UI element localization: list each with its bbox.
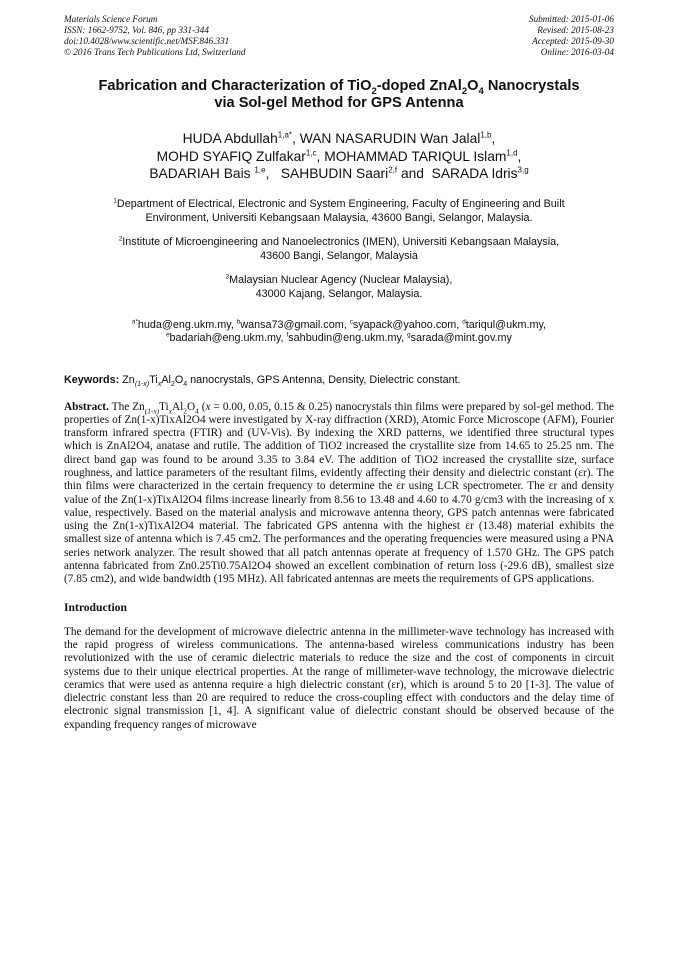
date-submitted: Submitted: 2015-01-06 bbox=[529, 14, 614, 24]
email-link[interactable]: syapack@yahoo.com, bbox=[352, 318, 463, 331]
journal-issn: ISSN: 1662-9752, Vol. 846, pp 331-344 bbox=[64, 25, 209, 35]
abstract-body: nanocrystals thin films were prepared by sol-gel method. The properties of Zn(1-x)TixAl2O4 were investigated by X-ray diffraction (XRD), Atomic Force Microscope (AFM), Fourier transform infrared spectra (FTIR) and (UV-Vis). By indexing the XRD patterns, we identified three structural types which is ZnAl2O4, anatase and rutile. The addition of TiO2 increased the crystallite size from 14.65 to 25.25 nm. The direct band gap was found to be around 3.35 to 3.84 eV. The addition of TiO2 increased the crystallite size, surface roughness, and lattice parameters of the resultant films, evidently affecting their density and dielectric constant (εr). The thin films were characterized in the certain frequency to determine the εr using LCR spectrometer. The εr and density value of the Zn(1-x)TixAl2O4 films increase linearly from 8.56 to 13.48 and 4.60 to 4.70 g/cm3 with the increasing of x value, respectively. Based on the material analysis and microwave antenna theory, GPS patch antennas were fabricated using the Zn(1-x)TixAl2O4 material. The fabricated GPS antenna with the highest εr (13.48) material exhibits the smallest size of antenna which is 7.45 cm2. The performances and the operating frequencies were measured using a PNA series network analyzer. The result showed that all patch antennas operate at frequency of 1.570 GHz. The GPS patch antenna fabricated from Zn0.25Ti0.75Al2O4 showed an excellent combination of return loss (-29.6 dB), smallest size (7.85 cm2), and wide bandwidth (195 MHz). All fabricated antennas are meets the requirements of GPS applications. bbox=[64, 400, 614, 586]
abstract: Abstract. The $Zn_{(1-x)}Ti_xAl_2O_4$ (x = 0.00, 0.05, 0.15 & 0.25) nanocrystals thin films were prepared by sol-gel method. The properties of Zn(1-x)TixAl2O4 were investigated by X-ray diffraction (XRD), Atomic Force Microscope (AFM), Fourier transform infrared spectra (FTIR) and (UV-Vis). By indexing the XRD patterns, we identified three structural types which is ZnAl2O4, anatase and rutile. The addition of TiO2 increased the crystallite size from 14.65 to 25.25 nm. The direct band gap was found to be around 3.35 to 3.84 eV. The addition of TiO2 increased the crystallite size, surface roughness, and lattice parameters of the resultant films, evidently affecting their density and dielectric constant (εr). The thin films were characterized in the certain frequency to determine the εr using LCR spectrometer. The εr and density value of the Zn(1-x)TixAl2O4 films increase linearly from 8.56 to 13.48 and 4.60 to 4.70 g/cm3 with the increasing of x value, respectively. Based on the material analysis and microwave antenna theory, GPS patch antennas were fabricated using the Zn(1-x)TixAl2O4 material. The fabricated GPS antenna with the highest εr (13.48) material exhibits the smallest size of antenna which is 7.45 cm2. The performances and the operating frequencies were measured using a PNA series network analyzer. The result showed that all patch antennas operate at frequency of 1.570 GHz. The GPS patch antenna fabricated from Zn0.25Ti0.75Al2O4 showed an excellent combination of return loss (-29.6 dB), smallest size (7.85 cm2), and wide bandwidth (195 MHz). All fabricated antennas are meets the requirements of GPS applications. bbox=[64, 400, 614, 586]
journal-name: Materials Science Forum bbox=[64, 14, 158, 24]
affiliation-3: $^3$Malaysian Nuclear Agency (Nuclear Malaysia), 43000 Kajang, Selangor, Malaysia. bbox=[225, 272, 453, 300]
affiliation-1: $^1$Department of Electrical, Electronic and System Engineering, Faculty of Engineering and Built Environment, Universiti Kebangsaan Malaysia, 43600 Bangi, Selangor, Malaysia. bbox=[113, 196, 565, 224]
date-online: Online: 2016-03-04 bbox=[540, 47, 614, 57]
email-link[interactable]: sarada@mint.gov.my bbox=[410, 331, 512, 344]
author: WAN NASARUDIN Wan Jalal bbox=[299, 131, 481, 146]
author: MOHAMMAD TARIQUL Islam bbox=[324, 148, 507, 164]
journal-info bbox=[64, 14, 245, 58]
email-link[interactable]: huda@eng.ukm.my, bbox=[137, 318, 237, 331]
affiliation-2: $^2$Institute of Microengineering and Nanoelectronics (IMEN), Universiti Kebangsaan Malaysia, 43600 Bangi, Selangor, Malaysia bbox=[118, 234, 560, 262]
journal-doi[interactable]: doi:10.4028/www.scientific.net/MSF.846.331 bbox=[64, 36, 230, 46]
email-list: $^{a*}$huda@eng.ukm.my, $^b$wansa73@gmail.com, $^c$syapack@yahoo.com, $^d$tariqul@ukm.my, $^e$badariah@eng.ukm.my, $^f$sahbudin@eng.ukm.my, $^g$sarada@mint.gov.my bbox=[131, 317, 547, 344]
introduction-paragraph: The demand for the development of microwave dielectric antenna in the millimeter-wave technology has increased with the rapid progress of wireless communications. The antenna-based wireless communications industry has been revolutionized with the use of ceramic dielectric materials to reduce the size and the cost of components in circuit systems due to their unique electrical properties. At the range of millimeter-wave technology, the microwave dielectric ceramics that were used as antenna require a high dielectric constant (εr), which is around 5 to 20 [1-3]. The value of dielectric constant less than 20 are required to reduce the cross-coupling effect with conductors and the delay time of electronic signal transmission [1, 4]. A significant value of dielectric constant should be observed because of the expanding frequency ranges of microwave bbox=[64, 625, 614, 731]
journal-header bbox=[64, 14, 614, 58]
paper-title: Fabrication and Characterization of TiO$_2$-doped $ZnAl_2O_4$ Nanocrystals via Sol-gel Method for GPS Antenna bbox=[98, 78, 580, 111]
section-heading-introduction: Introduction bbox=[64, 600, 127, 614]
email-link[interactable]: badariah@eng.ukm.my, bbox=[169, 331, 287, 344]
journal-copyright: © 2016 Trans Tech Publications Ltd, Switzerland bbox=[64, 47, 246, 57]
email-link[interactable]: sahbudin@eng.ukm.my, bbox=[288, 331, 408, 344]
author: BADARIAH Bais bbox=[149, 166, 255, 181]
date-accepted: Accepted: 2015-09-30 bbox=[532, 36, 614, 46]
email-link[interactable]: wansa73@gmail.com, bbox=[240, 318, 350, 331]
email-link[interactable]: tariqul@ukm.my, bbox=[465, 318, 547, 331]
paper-page bbox=[64, 14, 614, 732]
author: HUDA Abdullah bbox=[182, 131, 278, 146]
author: SARADA Idris bbox=[431, 166, 518, 181]
article-dates bbox=[529, 14, 614, 58]
date-revised: Revised: 2015-08-23 bbox=[537, 25, 614, 35]
author: SAHBUDIN Saari bbox=[280, 166, 389, 181]
author-list: HUDA Abdullah$^{1,a*}$, WAN NASARUDIN Wan Jalal$^{1,b}$, MOHD SYAFIQ Zulfakar$^{1,c}$, MOHAMMAD TARIQUL Islam$^{1,d}$, BADARIAH Bais $^{1,e}$, SAHBUDIN Saari$^{2,f}$ and SARADA Idris$^{3,g}$ bbox=[149, 130, 529, 181]
author: MOHD SYAFIQ Zulfakar bbox=[156, 148, 306, 164]
keywords: Keywords: $Zn_{(1-x)}Ti_xAl_2O_4$ nanocrystals, GPS Antenna, Density, Dielectric constant. bbox=[64, 373, 461, 388]
